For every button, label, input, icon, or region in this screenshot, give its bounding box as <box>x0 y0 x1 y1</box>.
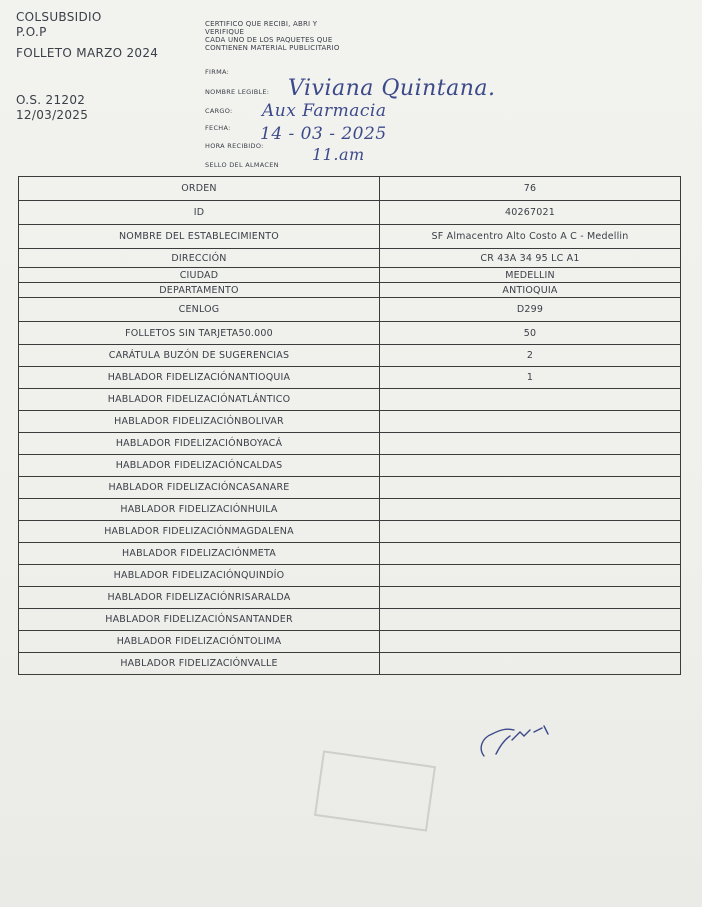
header-block <box>16 10 158 123</box>
row-label: HABLADOR FIDELIZACIÓNHUILA <box>19 499 380 521</box>
table-row <box>19 609 681 631</box>
handwritten-cargo: Aux Farmacia <box>262 101 387 121</box>
row-value <box>380 565 681 587</box>
signature-scribble <box>470 718 560 766</box>
row-value <box>380 521 681 543</box>
row-label: HABLADOR FIDELIZACIÓNBOYACÁ <box>19 433 380 455</box>
row-value: 1 <box>380 367 681 389</box>
table-row <box>19 268 681 283</box>
handwritten-fecha: 14 - 03 - 2025 <box>260 124 387 144</box>
row-value: 40267021 <box>380 201 681 225</box>
row-value: MEDELLIN <box>380 268 681 283</box>
table-row <box>19 201 681 225</box>
table-row <box>19 345 681 367</box>
row-value <box>380 543 681 565</box>
row-label: ORDEN <box>19 177 380 201</box>
firma-label: FIRMA: <box>205 68 230 76</box>
row-label: HABLADOR FIDELIZACIÓNMAGDALENA <box>19 521 380 543</box>
hora-label: HORA RECIBIDO: <box>205 142 264 150</box>
row-value <box>380 631 681 653</box>
table-row <box>19 587 681 609</box>
row-label: HABLADOR FIDELIZACIÓNMETA <box>19 543 380 565</box>
handwritten-name: Viviana Quintana. <box>288 76 496 101</box>
row-value <box>380 609 681 631</box>
table-row <box>19 225 681 249</box>
table-row <box>19 283 681 298</box>
row-label: FOLLETOS SIN TARJETA50.000 <box>19 322 380 345</box>
company-name: COLSUBSIDIO <box>16 10 102 24</box>
row-value: ANTIOQUIA <box>380 283 681 298</box>
table-row <box>19 499 681 521</box>
row-value <box>380 477 681 499</box>
row-label: NOMBRE DEL ESTABLECIMIENTO <box>19 225 380 249</box>
table-row <box>19 322 681 345</box>
row-label: ID <box>19 201 380 225</box>
handwritten-hora: 11.am <box>312 145 365 164</box>
table-row <box>19 455 681 477</box>
pop-label: P.O.P <box>16 25 47 39</box>
row-label: HABLADOR FIDELIZACIÓNBOLIVAR <box>19 411 380 433</box>
table-row <box>19 631 681 653</box>
row-value <box>380 653 681 675</box>
row-label: CENLOG <box>19 298 380 322</box>
document-date: 12/03/2025 <box>16 108 89 122</box>
row-label: HABLADOR FIDELIZACIÓNRISARALDA <box>19 587 380 609</box>
sello-label: SELLO DEL ALMACEN <box>205 161 279 169</box>
row-label: DIRECCIÓN <box>19 249 380 268</box>
row-label: HABLADOR FIDELIZACIÓNCASANARE <box>19 477 380 499</box>
fecha-label: FECHA: <box>205 124 231 132</box>
row-label: HABLADOR FIDELIZACIÓNQUINDÍO <box>19 565 380 587</box>
table-row <box>19 249 681 268</box>
table-row <box>19 433 681 455</box>
folleto-title: FOLLETO MARZO 2024 <box>16 46 159 60</box>
delivery-table <box>18 176 681 675</box>
table-row <box>19 177 681 201</box>
row-label: CARÁTULA BUZÓN DE SUGERENCIAS <box>19 345 380 367</box>
row-value <box>380 455 681 477</box>
row-label: HABLADOR FIDELIZACIÓNCALDAS <box>19 455 380 477</box>
row-label: HABLADOR FIDELIZACIÓNSANTANDER <box>19 609 380 631</box>
table-row <box>19 477 681 499</box>
faded-stamp <box>314 750 436 831</box>
row-value <box>380 389 681 411</box>
row-value <box>380 499 681 521</box>
table-row <box>19 389 681 411</box>
row-label: HABLADOR FIDELIZACIÓNVALLE <box>19 653 380 675</box>
order-service-number: O.S. 21202 <box>16 93 86 107</box>
table-row <box>19 521 681 543</box>
certification-text: CERTIFICO QUE RECIBI, ABRI Y VERIFIQUE CADA UNO DE LOS PAQUETES QUE CONTIENEN MATERIAL PUBLICITARIO <box>205 20 340 52</box>
table-row <box>19 298 681 322</box>
row-value <box>380 587 681 609</box>
row-value: 2 <box>380 345 681 367</box>
row-label: HABLADOR FIDELIZACIÓNATLÁNTICO <box>19 389 380 411</box>
row-label: CIUDAD <box>19 268 380 283</box>
table-row <box>19 653 681 675</box>
table-row <box>19 565 681 587</box>
table-row <box>19 367 681 389</box>
row-label: DEPARTAMENTO <box>19 283 380 298</box>
row-value: 76 <box>380 177 681 201</box>
cargo-label: CARGO: <box>205 107 233 115</box>
row-label: HABLADOR FIDELIZACIÓNTOLIMA <box>19 631 380 653</box>
nombre-label: NOMBRE LEGIBLE: <box>205 88 270 96</box>
row-value <box>380 433 681 455</box>
row-value: D299 <box>380 298 681 322</box>
table-row <box>19 543 681 565</box>
row-value <box>380 411 681 433</box>
row-value: 50 <box>380 322 681 345</box>
row-value: CR 43A 34 95 LC A1 <box>380 249 681 268</box>
row-value: SF Almacentro Alto Costo A C - Medellin <box>380 225 681 249</box>
table-row <box>19 411 681 433</box>
row-label: HABLADOR FIDELIZACIÓNANTIOQUIA <box>19 367 380 389</box>
